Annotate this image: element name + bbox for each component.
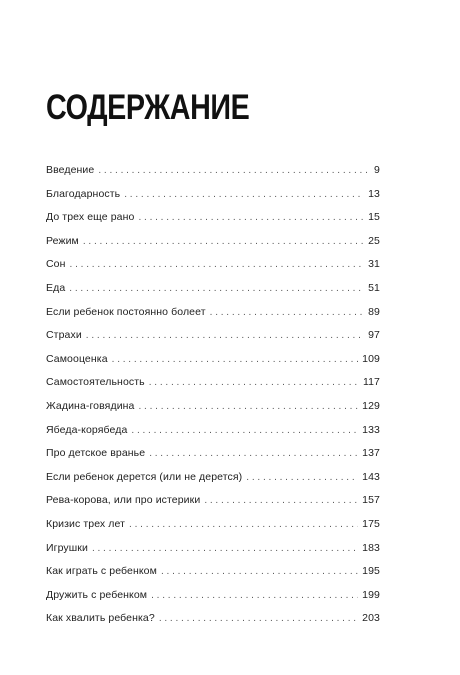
- toc-entry-title: Ябеда-корябеда: [46, 423, 128, 436]
- toc-entry-title: Самооценка: [46, 352, 108, 365]
- toc-page-number: 129: [362, 399, 380, 412]
- toc-page-number: 97: [368, 329, 380, 342]
- toc-page-number: 51: [368, 281, 380, 294]
- toc-page-number: 157: [362, 494, 380, 507]
- dot-leader: [69, 277, 364, 301]
- toc-entry-title: Благодарность: [46, 187, 121, 200]
- dot-leader: [92, 537, 358, 561]
- toc-page-number: 203: [362, 612, 380, 625]
- toc-entry: [46, 466, 380, 490]
- dot-leader: [124, 183, 364, 207]
- toc-entry-title: Как играть с ребенком: [46, 565, 157, 578]
- dot-leader: [204, 489, 358, 513]
- toc-entry-title: Жадина-говядина: [46, 399, 135, 412]
- toc-page-number: 89: [368, 305, 380, 318]
- toc-entry: [46, 537, 380, 561]
- toc-page-number: 183: [362, 541, 380, 554]
- toc-page-number: 109: [362, 352, 380, 365]
- toc-entry-title: До трех еще рано: [46, 211, 135, 224]
- toc-entry: [46, 584, 380, 608]
- toc-page-number: 175: [362, 517, 380, 530]
- dot-leader: [138, 206, 364, 230]
- toc-entry: [46, 183, 380, 207]
- toc-entry: [46, 230, 380, 254]
- toc-entry-title: Игрушки: [46, 541, 88, 554]
- toc-page-number: 13: [368, 187, 380, 200]
- dot-leader: [139, 395, 359, 419]
- toc-page-number: 199: [362, 588, 380, 601]
- toc-page-number: 133: [362, 423, 380, 436]
- toc-entry-title: Еда: [46, 281, 66, 294]
- dot-leader: [210, 301, 364, 325]
- toc-entry-title: Про детское вранье: [46, 447, 146, 460]
- toc-entry: [46, 348, 380, 372]
- toc-page-number: 9: [374, 164, 380, 176]
- dot-leader: [159, 607, 358, 631]
- dot-leader: [86, 324, 364, 348]
- toc-entry-title: Режим: [46, 234, 79, 247]
- dot-leader: [112, 348, 359, 372]
- toc-entry: [46, 277, 380, 301]
- table-of-contents: [46, 159, 380, 631]
- page-title: СОДЕРЖАНИЕ: [46, 88, 250, 127]
- toc-entry-title: Введение: [46, 164, 95, 176]
- toc-entry: [46, 371, 380, 395]
- toc-entry-title: Если ребенок дерется (или не дерется): [46, 470, 243, 483]
- toc-entry-title: Если ребенок постоянно болеет: [46, 305, 206, 318]
- toc-entry-title: Рева-корова, или про истерики: [46, 494, 201, 507]
- toc-entry: [46, 419, 380, 443]
- toc-entry-title: Сон: [46, 258, 66, 271]
- toc-page-number: 117: [362, 376, 380, 389]
- toc-entry: [46, 607, 380, 631]
- dot-leader: [131, 419, 358, 443]
- dot-leader: [129, 513, 358, 537]
- toc-entry: [46, 513, 380, 537]
- dot-leader: [149, 442, 358, 466]
- toc-entry-title: Как хвалить ребенка?: [46, 612, 155, 625]
- toc-page-number: 195: [362, 565, 380, 578]
- toc-entry: [46, 489, 380, 513]
- toc-entry: [46, 395, 380, 419]
- toc-entry: [46, 301, 380, 325]
- dot-leader: [151, 584, 358, 608]
- toc-page-number: 143: [362, 470, 380, 483]
- toc-entry-title: Дружить с ребенком: [46, 588, 148, 601]
- toc-page-number: 31: [368, 258, 380, 271]
- toc-entry: [46, 253, 380, 277]
- toc-entry: [46, 442, 380, 466]
- dot-leader: [161, 560, 358, 584]
- toc-entry-title: Кризис трех лет: [46, 517, 126, 530]
- dot-leader: [246, 466, 358, 490]
- dot-leader: [149, 371, 359, 395]
- toc-entry-title: Самостоятельность: [46, 376, 145, 389]
- toc-entry: [46, 560, 380, 584]
- dot-leader: [70, 253, 365, 277]
- toc-entry: [46, 206, 380, 230]
- dot-leader: [98, 159, 370, 183]
- toc-entry: [46, 324, 380, 348]
- toc-entry: [46, 159, 380, 183]
- dot-leader: [83, 230, 364, 254]
- toc-page-number: 15: [368, 211, 380, 224]
- toc-page-number: 25: [368, 234, 380, 247]
- toc-entry-title: Страхи: [46, 329, 82, 342]
- toc-page-number: 137: [362, 447, 380, 460]
